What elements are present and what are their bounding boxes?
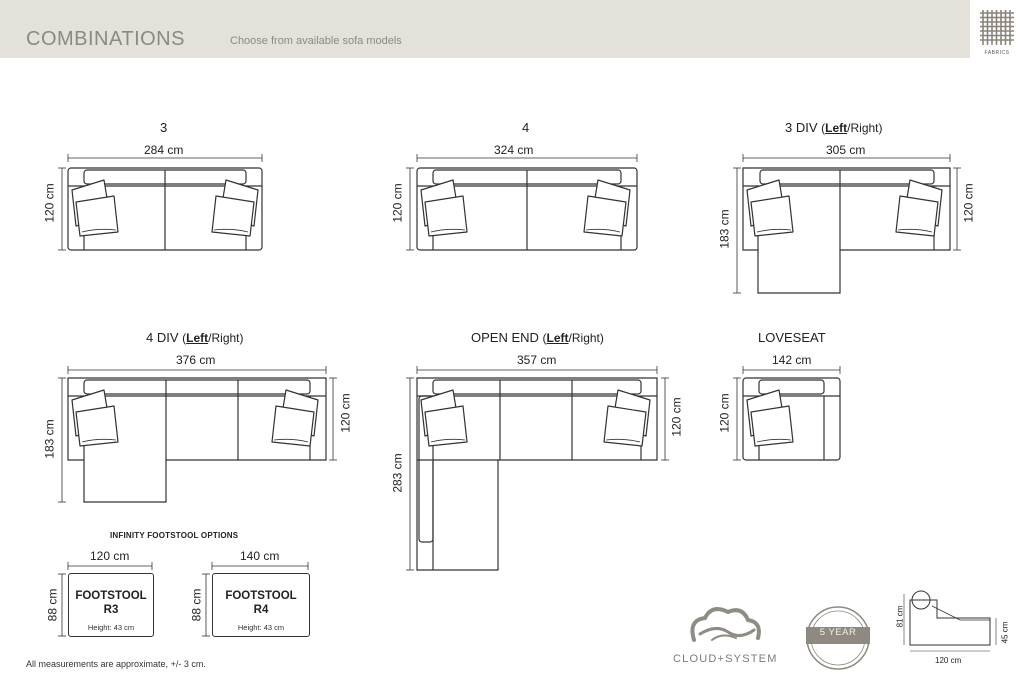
cloud-system-logo-icon bbox=[692, 609, 758, 640]
model-open-end-title: OPEN END (Left/Right) bbox=[471, 330, 604, 345]
left-option: Left bbox=[546, 331, 569, 345]
sofa-4-drawing bbox=[406, 154, 637, 250]
side-profile-icon bbox=[904, 591, 996, 651]
sofa-4-div-drawing bbox=[58, 366, 337, 502]
left-option: Left bbox=[186, 331, 209, 345]
model-3-width: 284 cm bbox=[144, 143, 184, 157]
sofa-3-drawing bbox=[58, 154, 262, 250]
model-open-end-width: 357 cm bbox=[517, 353, 557, 367]
guarantee-badge-icon bbox=[806, 607, 870, 669]
guarantee-badge-label: 5 YEAR bbox=[819, 627, 857, 638]
model-open-end-depth: 120 cm bbox=[669, 397, 684, 437]
model-4-div-title: 4 DIV (Left/Right) bbox=[146, 330, 244, 345]
sofa-3-div-drawing bbox=[733, 154, 961, 293]
footstool-r3-height: Height: 43 cm bbox=[87, 623, 135, 632]
footstool-r3-depth: 88 cm bbox=[45, 588, 60, 622]
fabrics-label: FABRICS bbox=[984, 50, 1010, 56]
model-3-div-title: 3 DIV (Left/Right) bbox=[785, 120, 883, 135]
loveseat-drawing bbox=[733, 366, 840, 460]
model-3-div-chaise-depth: 183 cm bbox=[717, 209, 732, 249]
footstool-r3 bbox=[68, 573, 154, 637]
side-profile-depth: 120 cm bbox=[935, 656, 962, 665]
model-4-depth: 120 cm bbox=[390, 183, 405, 223]
model-4-div-width: 376 cm bbox=[176, 353, 216, 367]
side-profile-back-height: 81 cm bbox=[895, 605, 905, 628]
footstool-section-title: INFINITY FOOTSTOOL OPTIONS bbox=[110, 531, 239, 540]
right-option: Right bbox=[571, 331, 600, 345]
measurement-note: All measurements are approximate, +/- 3 cm. bbox=[26, 659, 206, 669]
model-4-title: 4 bbox=[522, 120, 530, 135]
model-open-end-side-depth: 283 cm bbox=[390, 453, 405, 493]
right-option: Right bbox=[850, 121, 879, 135]
model-3-div-depth: 120 cm bbox=[961, 183, 976, 223]
right-option: Right bbox=[211, 331, 240, 345]
footstool-r4-name: FOOTSTOOL bbox=[225, 590, 297, 602]
model-loveseat-depth: 120 cm bbox=[717, 393, 732, 433]
model-4-width: 324 cm bbox=[494, 143, 534, 157]
sofa-open-end-drawing bbox=[406, 366, 669, 570]
footstool-r4 bbox=[212, 573, 310, 637]
side-profile-seat-height: 45 cm bbox=[1000, 621, 1010, 644]
footstool-r4-model: R4 bbox=[253, 604, 269, 616]
model-4-div-chaise-depth: 183 cm bbox=[42, 419, 57, 459]
model-4-div-depth: 120 cm bbox=[338, 393, 353, 433]
footstool-r4-depth: 88 cm bbox=[189, 588, 204, 622]
model-3-title: 3 bbox=[160, 120, 168, 135]
page-subtitle: Choose from available sofa models bbox=[230, 35, 402, 47]
model-3-div-width: 305 cm bbox=[826, 143, 866, 157]
page-title: COMBINATIONS bbox=[26, 28, 185, 50]
footstool-r3-width: 120 cm bbox=[90, 549, 130, 563]
model-loveseat-width: 142 cm bbox=[772, 353, 812, 367]
left-option: Left bbox=[825, 121, 848, 135]
cloud-system-label: CLOUD+SYSTEM bbox=[673, 653, 778, 665]
footstool-r3-name: FOOTSTOOL bbox=[75, 590, 147, 602]
model-loveseat-title: LOVESEAT bbox=[758, 330, 826, 345]
model-3-depth: 120 cm bbox=[42, 183, 57, 223]
footstool-r3-model: R3 bbox=[103, 604, 119, 616]
footstool-r4-width: 140 cm bbox=[240, 549, 280, 563]
footstool-r4-height: Height: 43 cm bbox=[237, 623, 285, 632]
